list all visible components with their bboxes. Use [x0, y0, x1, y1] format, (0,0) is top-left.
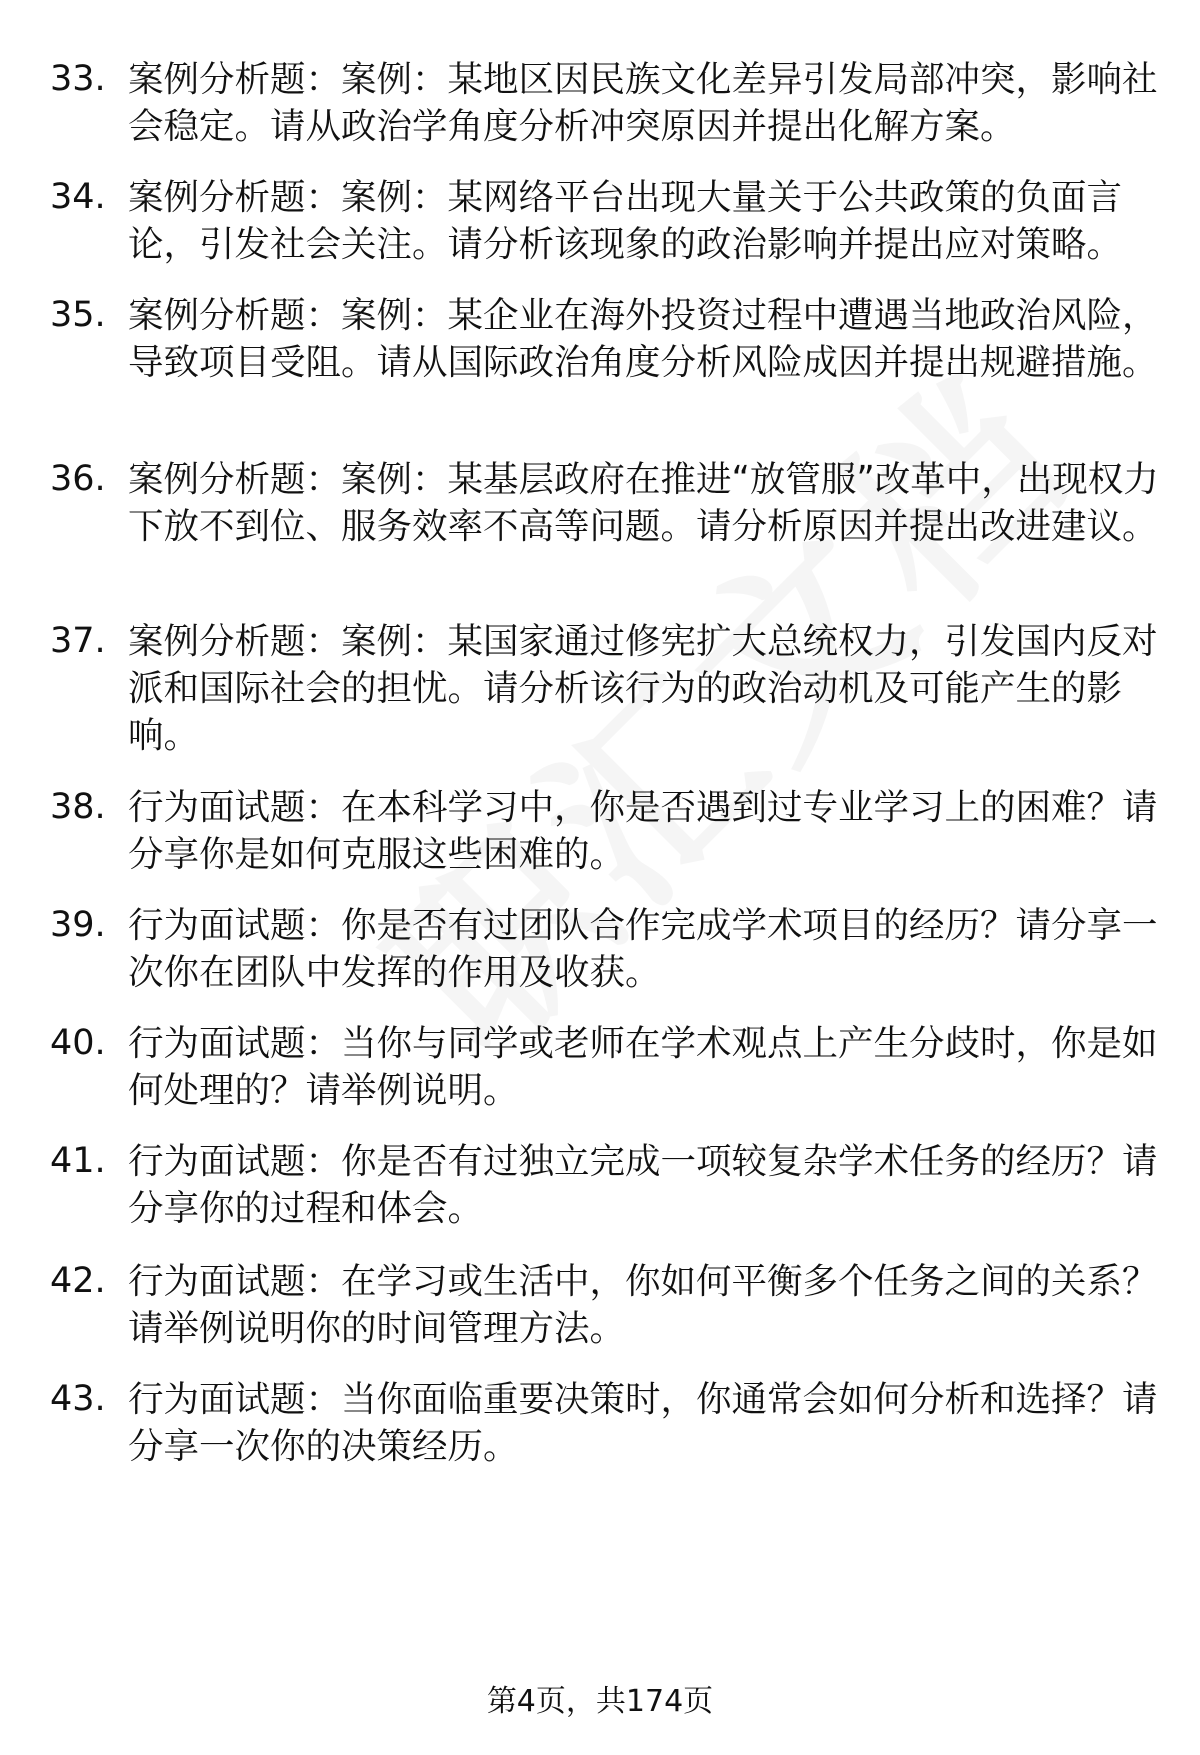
question-text: 行为面试题：在学习或生活中，你如何平衡多个任务之间的关系？请举例说明你的时间管理方法。: [128, 1261, 1158, 1349]
page-footer: [0, 1682, 1200, 1722]
question-number: 38.: [50, 787, 106, 827]
question-text: 案例分析题：案例：某国家通过修宪扩大总统权力，引发国内反对派和国际社会的担忧。请分析该行为的政治动机及可能产生的影响。: [128, 621, 1158, 756]
question-number: 40.: [50, 1023, 106, 1063]
question-text: 行为面试题：你是否有过团队合作完成学术项目的经历？请分享一次你在团队中发挥的作用及收获。: [128, 905, 1158, 993]
question-number: 43.: [50, 1379, 106, 1419]
question-text: 行为面试题：当你与同学或老师在学术观点上产生分歧时，你是如何处理的？请举例说明。: [128, 1023, 1158, 1111]
question-text: 案例分析题：案例：某基层政府在推进“放管服”改革中，出现权力下放不到位、服务效率不高等问题。请分析原因并提出改进建议。: [128, 459, 1159, 547]
question-text: 行为面试题：当你面临重要决策时，你通常会如何分析和选择？请分享一次你的决策经历。: [128, 1379, 1158, 1467]
question-number: 35.: [50, 295, 106, 335]
question-text: 行为面试题：在本科学习中，你是否遇到过专业学习上的困难？请分享你是如何克服这些困难的。: [128, 787, 1158, 875]
question-text: 行为面试题：你是否有过独立完成一项较复杂学术任务的经历？请分享你的过程和体会。: [128, 1141, 1158, 1229]
question-number: 39.: [50, 905, 106, 945]
question-number: 33.: [50, 59, 106, 99]
page-number-label: 第4页，共174页: [486, 1684, 714, 1719]
question-number: 37.: [50, 621, 106, 661]
question-text: 案例分析题：案例：某企业在海外投资过程中遭遇当地政治风险，导致项目受阻。请从国际政治角度分析风险成因并提出规避措施。: [128, 295, 1158, 383]
question-text: 案例分析题：案例：某网络平台出现大量关于公共政策的负面言论，引发社会关注。请分析该现象的政治影响并提出应对策略。: [128, 177, 1123, 265]
question-number: 41.: [50, 1141, 106, 1181]
question-text: 案例分析题：案例：某地区因民族文化差异引发局部冲突，影响社会稳定。请从政治学角度分析冲突原因并提出化解方案。: [128, 59, 1158, 147]
question-number: 36.: [50, 459, 106, 499]
question-number: 42.: [50, 1261, 106, 1301]
question-number: 34.: [50, 177, 106, 217]
